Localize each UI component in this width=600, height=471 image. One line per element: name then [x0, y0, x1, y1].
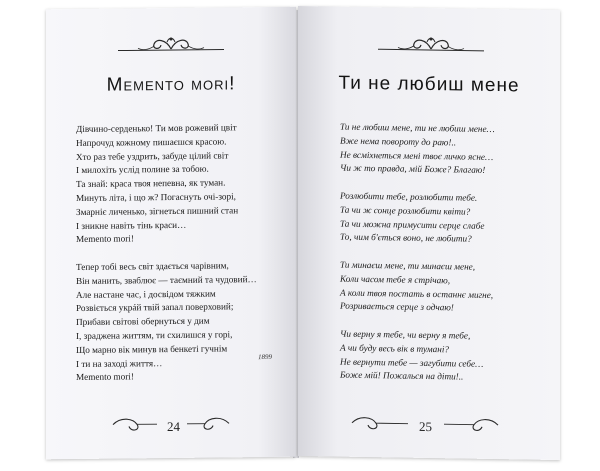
poem-line: Що марно вік минув на бенкеті гучнім — [76, 343, 228, 355]
poem-line: І зникне навіть тінь краси… — [76, 219, 187, 231]
poem-line: Не вернути тебе — загубити себе… — [340, 356, 484, 369]
poem-body — [76, 121, 257, 399]
poem-body — [340, 121, 495, 399]
poem-title: Ти не любиш мене — [338, 72, 520, 97]
poem-line: А коли твоя постать в останнє мигне, — [340, 287, 494, 300]
poem-line: Розривається серце з одчаю! — [340, 300, 454, 313]
poem-line: Та знай: краса твоя непевна, як туман. — [76, 177, 226, 190]
poem-line: То, чим б'ється воно, не любити? — [340, 231, 472, 245]
scroll-flourish-icon — [118, 33, 224, 56]
poem-line: Змарніє личенько, зігнеться пишний стан — [76, 205, 239, 217]
poem-line: Тепер тобі весь світ здається чарівним, — [76, 260, 229, 272]
poem-line: Ти минаєш мене, ти минаєш мене, — [340, 259, 476, 272]
stanza — [340, 328, 495, 386]
poem-line: Розвіється укрáй твій запал поверховий; — [76, 301, 234, 314]
right-page — [298, 6, 560, 460]
poem-line: І ти на заході життя… — [76, 357, 163, 369]
stanza — [340, 259, 495, 317]
scroll-flourish-icon — [378, 33, 484, 57]
poem-line: Він манить, зваблює — таємний та чудовий… — [76, 273, 257, 286]
poem-line: Ти не любиш мене, ти не любиш мене… — [340, 121, 495, 135]
poem-line: Не всміхнеться мені твоє личко ясне… — [340, 149, 494, 162]
poem-line: Дівчино-серденько! Ти мов рожевий цвіт — [76, 122, 237, 134]
poem-line: Memento mori! — [76, 371, 134, 383]
poem-date: 1899 — [258, 352, 272, 362]
poem-line: І милоxіть услід полине за тобою. — [76, 163, 209, 176]
stanza — [76, 259, 257, 385]
page-number: 25 — [419, 418, 432, 435]
poem-line: Чи верну я тебе, чи верну я тебе, — [340, 328, 471, 341]
stanza — [340, 190, 495, 248]
poem-line: А чи буду весь вік в тумані? — [340, 342, 449, 355]
poem-line: Минуть літа, і що ж? Погаснуть очі-зорі, — [76, 191, 236, 203]
poem-line: Розлюбити тебе, розлюбити тебе. — [340, 190, 478, 203]
stanza — [76, 121, 257, 247]
poem-line: Коли часом тебе я стрічаю, — [340, 273, 451, 286]
poem-line: Та чи можна примусити серце слабе — [340, 218, 485, 231]
poem-title: Memento mori! — [106, 73, 236, 96]
left-page — [46, 7, 296, 460]
poem-line: Боже мій! Пожалься на діти!.. — [340, 369, 464, 382]
poem-line: І, зраджена життям, ти схилишся у горі, — [76, 329, 233, 341]
poem-line: Чи ж то правда, мій Боже? Благаю! — [340, 162, 486, 176]
page-number: 24 — [167, 418, 180, 435]
poem-line: Напрочуд кожному пишаєшся красою. — [76, 136, 227, 148]
poem-line: Хто раз тебе уздрить, забуде цілий світ — [76, 149, 229, 162]
stanza — [340, 121, 495, 179]
poem-line: Вже нема повороту до раю!.. — [340, 135, 457, 148]
poem-line: Memento mori! — [76, 233, 134, 245]
poem-line: Але настане час, і досвідом тяжким — [76, 288, 216, 300]
poem-line: Прибави світові обернуться у дим — [76, 315, 210, 328]
poem-line: Та чи ж сонце розлюбити квіти? — [340, 204, 471, 217]
